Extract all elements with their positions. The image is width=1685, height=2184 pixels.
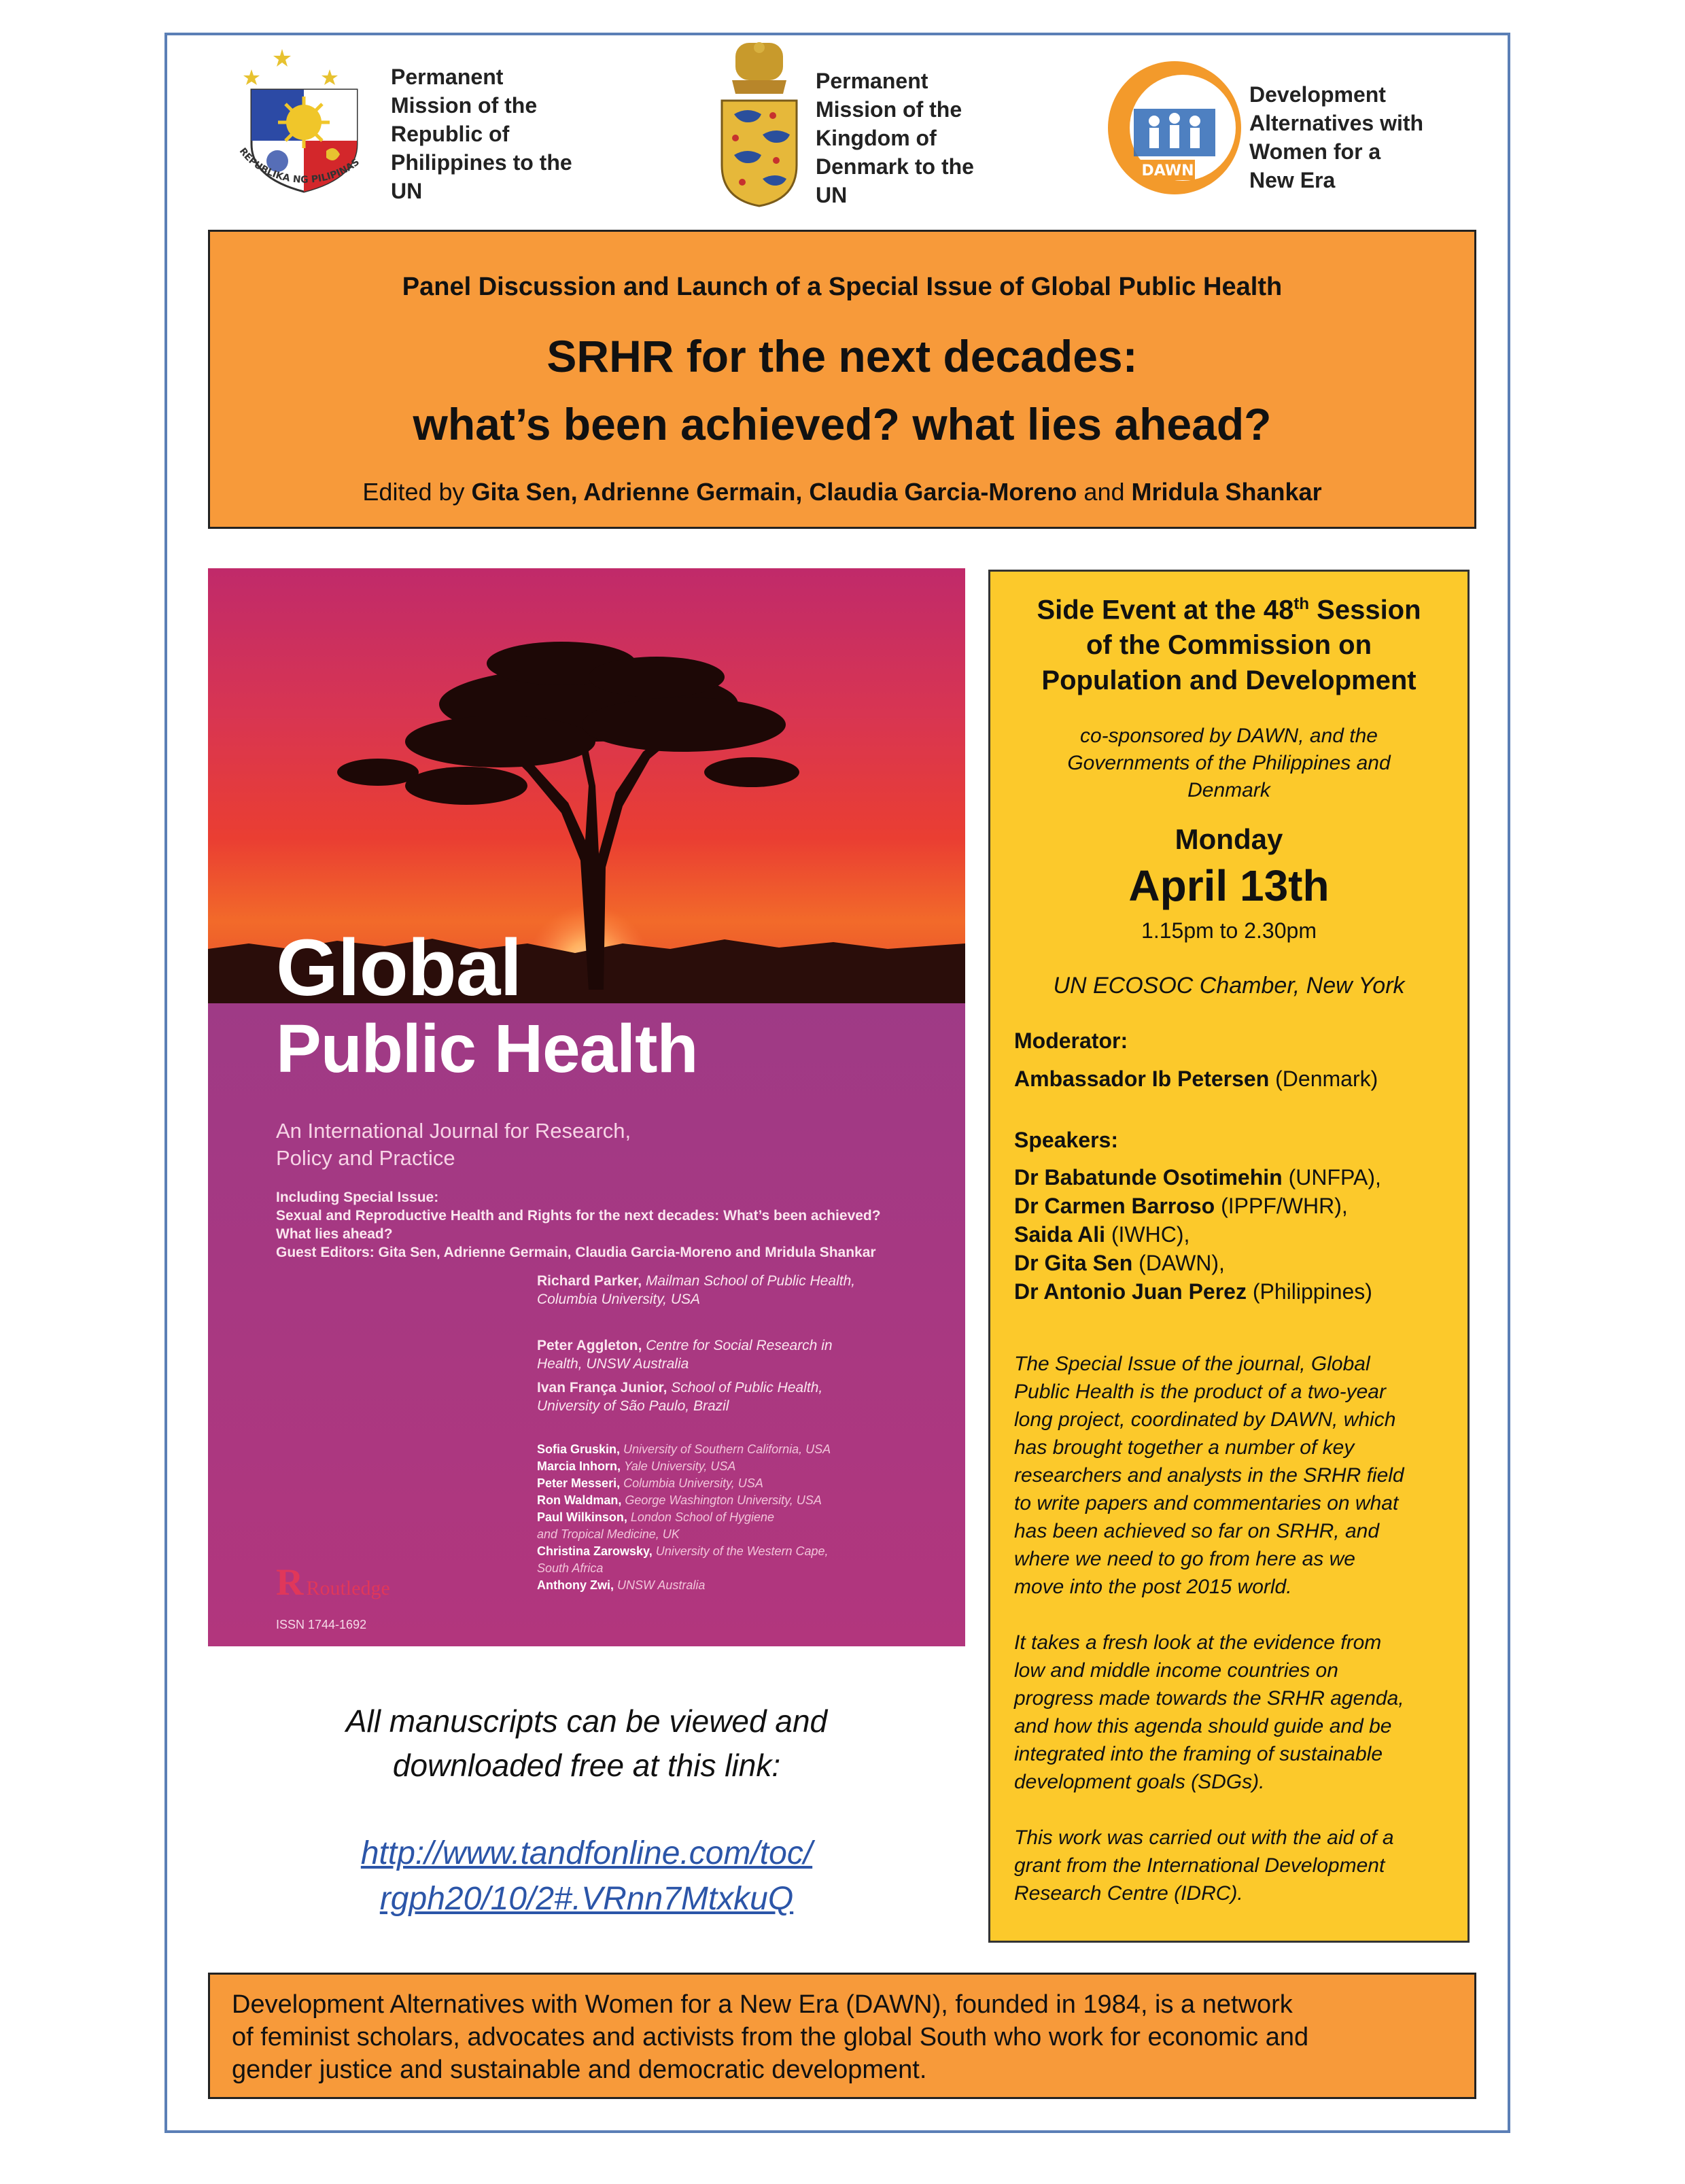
dawn-logo-text: DAWN [1141, 162, 1194, 179]
cover-title-public-health: Public Health [276, 1011, 698, 1087]
cover-title-global: Global [276, 923, 522, 1013]
cover-editor-2: Peter Aggleton, Centre for Social Research in Health, UNSW Australia [537, 1338, 833, 1372]
event-day: Monday [1175, 823, 1283, 855]
fresh-look-paragraph: It takes a fresh look at the evidence from low and middle income countries on progress made towards the SRHR agenda, and how this agenda should guide and be integrated into the framing of sustainable development goals (SDGs). [1014, 1631, 1404, 1793]
denmark-mission-name: Permanent Mission of the Kingdom of Denmark to the UN [816, 69, 974, 207]
cover-subtitle: An International Journal for Research, Policy and Practice [276, 1119, 631, 1170]
moderator: Ambassador Ib Petersen (Denmark) [1014, 1067, 1378, 1091]
denmark-coat-of-arms-icon [715, 39, 803, 209]
event-time: 1.15pm to 2.30pm [1141, 918, 1317, 943]
speaker: Saida Ali (IWHC), [1014, 1222, 1190, 1247]
routledge-r-icon: R [276, 1561, 304, 1604]
dawn-organization-name: Development Alternatives with Women for a New Era [1249, 82, 1424, 192]
journal-link-line-2[interactable]: rgph20/10/2#.VRnn7MtxkuQ [379, 1881, 794, 1917]
journal-link-line-1[interactable]: http://www.tandfonline.com/toc/ [360, 1835, 813, 1871]
moderator-label: Moderator: [1014, 1028, 1128, 1053]
speaker: Dr Gita Sen (DAWN), [1014, 1251, 1225, 1275]
event-title-box [208, 230, 1476, 529]
manuscripts-line-2: downloaded free at this link: [392, 1748, 781, 1783]
cover-editor-1: Richard Parker, Mailman School of Public Health, Columbia University, USA [537, 1273, 856, 1307]
cover-issn: ISSN 1744-1692 [276, 1618, 367, 1631]
cover-associate-editors: Sofia Gruskin, University of Southern California, USA Marcia Inhorn, Yale University, USA Peter Messeri, Columbia University, USA Ron Waldman, George Washington University, USA Paul Wilkinson, London School of Hygiene and Tropical Medicine, UK Christina Zarowsky, University of the Western Cape, South Africa Anthony Zwi, UNSW Australia [537, 1442, 831, 1592]
speakers-list [1014, 1163, 1447, 1306]
co-sponsors: co-sponsored by DAWN, and the Governments of the Philippines and Denmark [1067, 725, 1391, 801]
event-session: Side Event at the 48th Session of the Commission on Population and Development [1037, 595, 1421, 696]
journal-cover [208, 568, 965, 1646]
special-issue-description: The Special Issue of the journal, Global Public Health is the product of a two-year long project, coordinated by DAWN, which has brought together a number of key researchers and analysts in the SRHR field to write papers and commentaries on what has been achieved so far on SRHR, and where we need to go from here as we move into the post 2015 world. [1014, 1353, 1404, 1598]
speaker: Dr Babatunde Osotimehin (UNFPA), [1014, 1165, 1381, 1190]
dawn-logo-icon [1107, 48, 1246, 218]
cover-special-issue: Including Special Issue: Sexual and Reproductive Health and Rights for the next decades: What’s been achieved? What lies ahead? Guest Editors: Gita Sen, Adrienne Germain, Claudia Garcia-Moreno and Mridula Shankar [276, 1190, 881, 1260]
event-date: April 13th [1128, 861, 1330, 910]
manuscripts-line-1: All manuscripts can be viewed and [345, 1703, 828, 1739]
speaker: Dr Antonio Juan Perez (Philippines) [1014, 1279, 1372, 1304]
dawn-about-box: Development Alternatives with Women for a New Era (DAWN), founded in 1984, is a network of feminist scholars, advocates and activists from the global South who work for economic and gender justice and sustainable and democratic development. [208, 1973, 1476, 2099]
philippines-seal-text: REPUBLIKA NG PILIPINAS [237, 145, 362, 186]
editors-line: Edited by Gita Sen, Adrienne Germain, Claudia Garcia-Moreno and Mridula Shankar [362, 478, 1322, 506]
speakers-label: Speakers: [1014, 1128, 1118, 1152]
panel-discussion-kicker: Panel Discussion and Launch of a Special Issue of Global Public Health [402, 273, 1283, 301]
funding-paragraph: This work was carried out with the aid of a grant from the International Development Research Centre (IDRC). [1014, 1826, 1394, 1905]
philippines-mission-name: Permanent Mission of the Republic of Philippines to the UN [391, 65, 572, 203]
routledge-logo: R Routledge [276, 1561, 390, 1604]
event-title-line-1: SRHR for the next decades: [546, 331, 1138, 381]
cover-editor-3: Ivan França Junior, School of Public Health, University of São Paulo, Brazil [537, 1380, 823, 1414]
event-details-box [988, 570, 1470, 1943]
event-title-line-2: what’s been achieved? what lies ahead? [413, 399, 1272, 449]
philippines-seal-icon [224, 42, 384, 205]
speaker: Dr Carmen Barroso (IPPF/WHR), [1014, 1194, 1348, 1218]
event-venue: UN ECOSOC Chamber, New York [1053, 973, 1405, 999]
